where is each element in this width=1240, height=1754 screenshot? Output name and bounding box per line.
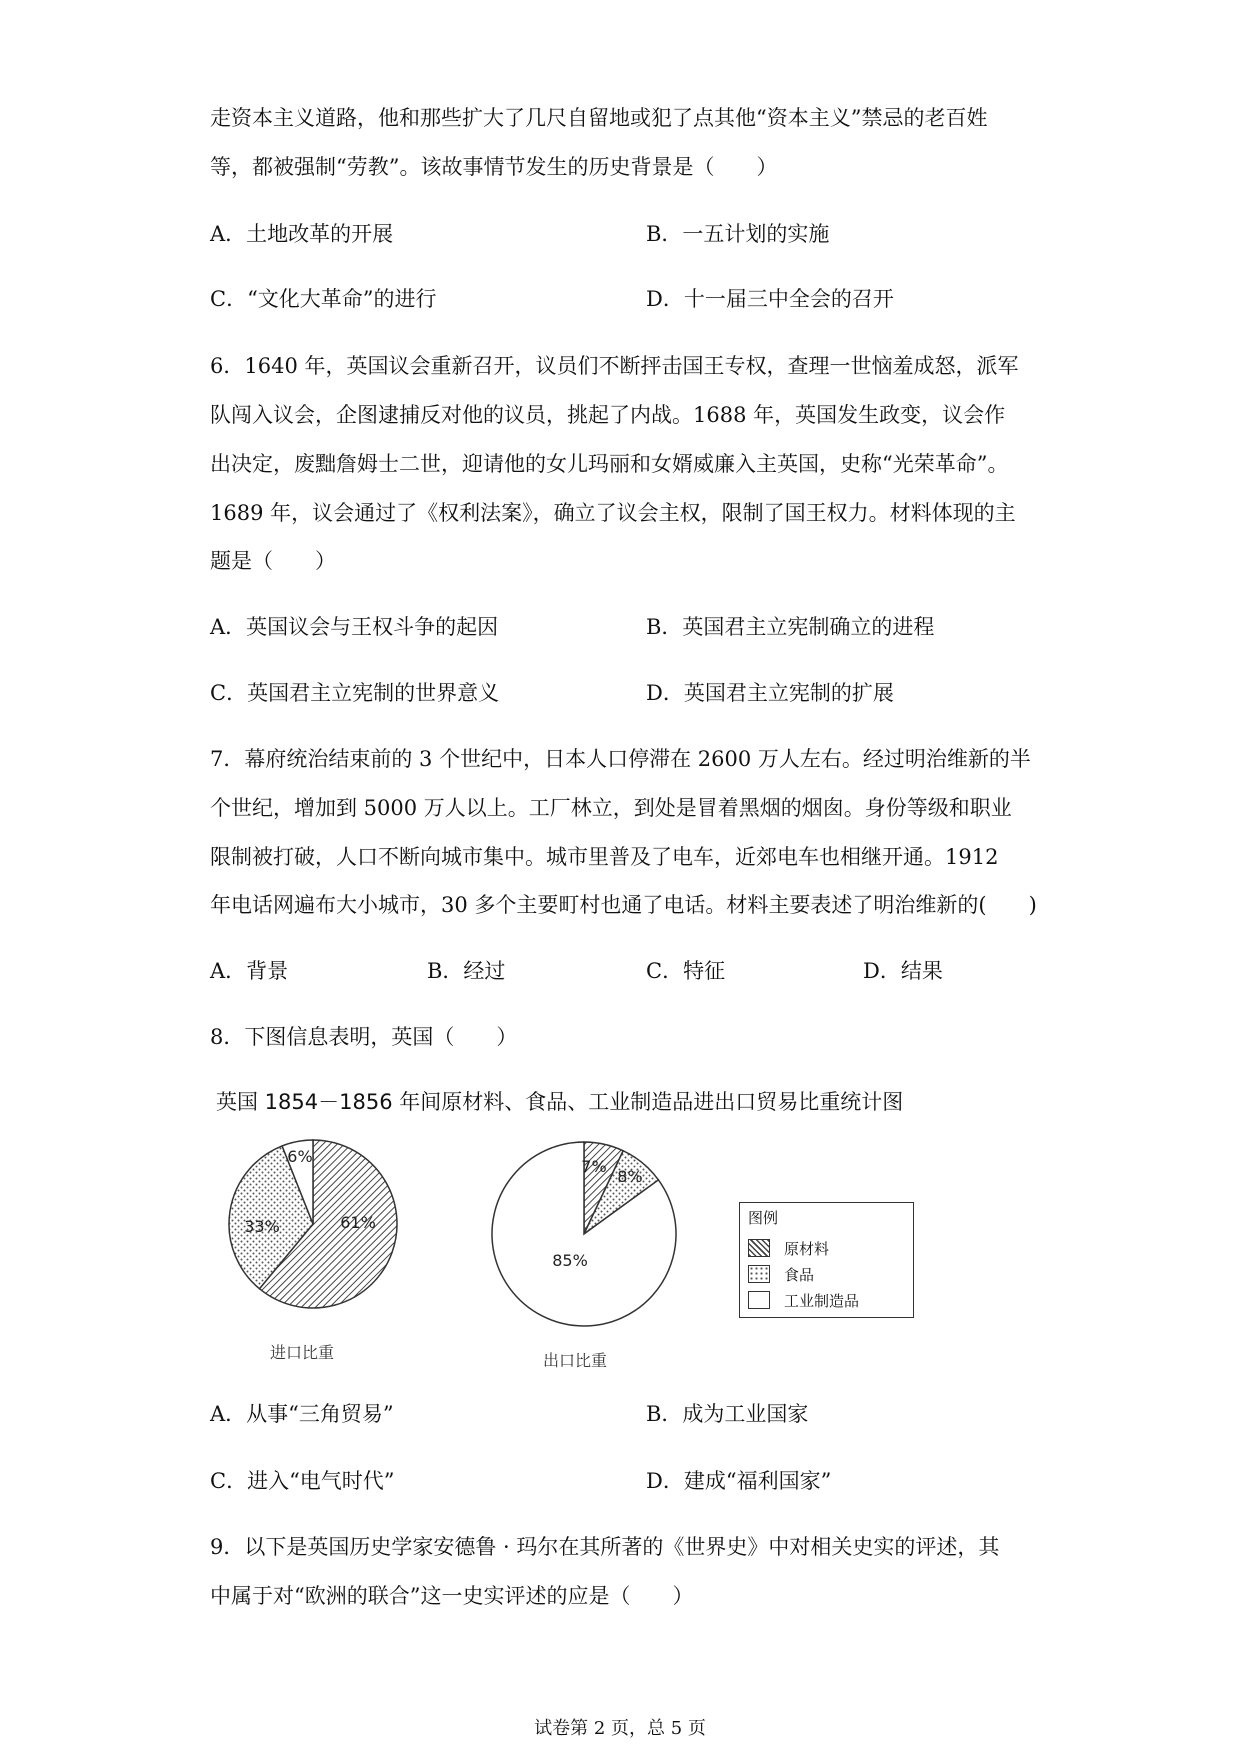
q5-option-c: C．“文化大革命”的进行	[210, 287, 437, 311]
legend-item-raw-materials	[748, 1239, 829, 1257]
chart-title: 英国 1854－1856 年间原材料、食品、工业制造品进出口贸易比重统计图	[216, 1090, 904, 1114]
q7-text-line3: 限制被打破，人口不断向城市集中。城市里普及了电车，近郊电车也相继开通。1912	[210, 845, 999, 869]
q5-option-a: A．土地改革的开展	[210, 222, 394, 246]
pie-charts-figure	[0, 1120, 1240, 1380]
q9-text-line2: 中属于对“欧洲的联合”这一史实评述的应是（ ）	[210, 1584, 694, 1608]
q6-text-line4: 1689 年，议会通过了《权利法案》，确立了议会主权，限制了国王权力。材料体现的主	[210, 501, 1016, 525]
q5-text-line2: 等，都被强制“劳教”。该故事情节发生的历史背景是（ ）	[210, 155, 778, 179]
q6-text-line1: 6．1640 年，英国议会重新召开，议员们不断抨击国王专权，查理一世恼羞成怒，派军	[210, 354, 1019, 378]
q7-text-line4: 年电话网遍布大小城市，30 多个主要町村也通了电话。材料主要表述了明治维新的( )	[210, 893, 1037, 917]
import-pie-label-2: 6%	[287, 1147, 313, 1166]
q7-option-d: D．结果	[863, 959, 943, 983]
export-pie-label-1: 8%	[617, 1167, 643, 1186]
dots-swatch-icon	[748, 1265, 770, 1283]
import-pie-label-1: 33%	[244, 1217, 280, 1236]
export-pie-caption: 出口比重	[543, 1351, 608, 1370]
export-pie-label-2: 85%	[552, 1251, 588, 1270]
q5-option-b: B．一五计划的实施	[646, 222, 830, 246]
q6-option-a: A．英国议会与王权斗争的起因	[210, 615, 499, 639]
q6-option-b: B．英国君主立宪制确立的进程	[646, 615, 935, 639]
q8-option-b: B．成为工业国家	[646, 1402, 809, 1426]
legend-label-manufactured-goods: 工业制造品	[784, 1291, 860, 1310]
legend-label-food: 食品	[784, 1265, 815, 1284]
q5-option-d: D．十一届三中全会的召开	[646, 287, 894, 311]
q8-text-line1: 8．下图信息表明，英国（ ）	[210, 1025, 518, 1049]
export-pie-chart	[492, 1142, 676, 1326]
q7-option-b: B．经过	[427, 959, 506, 983]
legend-item-food	[748, 1265, 814, 1283]
q6-text-line5: 题是（ ）	[210, 549, 336, 573]
legend-title: 图例	[748, 1209, 779, 1227]
q8-option-d: D．建成“福利国家”	[646, 1469, 832, 1493]
q6-text-line2: 队闯入议会，企图逮捕反对他的议员，挑起了内战。1688 年，英国发生政变，议会作	[210, 403, 1006, 427]
q7-option-a: A．背景	[210, 959, 289, 983]
q5-text-line1: 走资本主义道路，他和那些扩大了几尺自留地或犯了点其他“资本主义”禁忌的老百姓	[210, 106, 988, 130]
blank-swatch-icon	[748, 1291, 770, 1309]
q7-text-line1: 7．幕府统治结束前的 3 个世纪中，日本人口停滞在 2600 万人左右。经过明治维新的半	[210, 747, 1031, 771]
chart-legend	[739, 1202, 914, 1318]
q7-option-c: C．特征	[646, 959, 726, 983]
q8-option-a: A．从事“三角贸易”	[210, 1402, 394, 1426]
page-footer: 试卷第 2 页，总 5 页	[534, 1718, 706, 1739]
legend-label-raw-materials: 原材料	[784, 1239, 830, 1258]
q6-option-c: C．英国君主立宪制的世界意义	[210, 681, 500, 705]
hatch-swatch-icon	[748, 1239, 770, 1257]
q6-text-line3: 出决定，废黜詹姆士二世，迎请他的女儿玛丽和女婿威廉入主英国，史称“光荣革命”。	[210, 452, 1009, 476]
import-pie-chart	[229, 1140, 397, 1308]
import-pie-label-0: 61%	[340, 1213, 376, 1232]
export-pie-label-0: 7%	[581, 1157, 607, 1176]
q7-text-line2: 个世纪，增加到 5000 万人以上。工厂林立，到处是冒着黑烟的烟囱。身份等级和职业	[210, 796, 1012, 820]
import-pie-caption: 进口比重	[270, 1343, 335, 1362]
q9-text-line1: 9．以下是英国历史学家安德鲁 · 玛尔在其所著的《世界史》中对相关史实的评述，其	[210, 1535, 1000, 1559]
q8-option-c: C．进入“电气时代”	[210, 1469, 395, 1493]
legend-item-manufactured-goods	[748, 1291, 859, 1309]
q6-option-d: D．英国君主立宪制的扩展	[646, 681, 894, 705]
